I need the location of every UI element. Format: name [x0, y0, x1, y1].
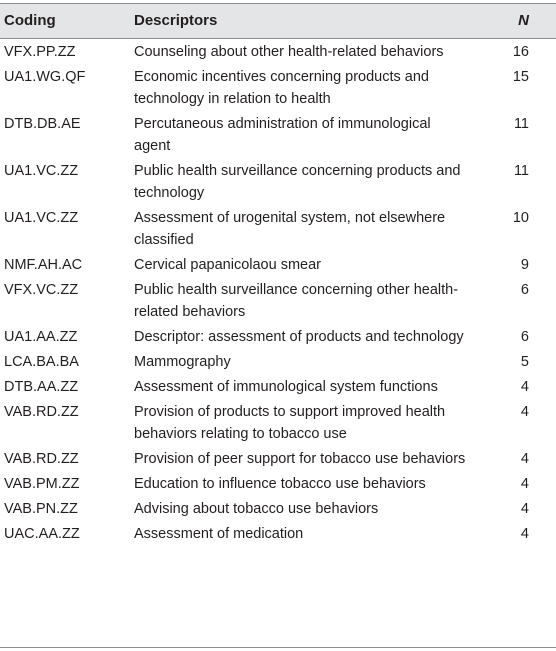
table-header	[0, 4, 556, 39]
row-descriptor: Assessment of medication	[134, 526, 304, 542]
row-count: 4	[520, 526, 529, 542]
row-descriptor: Public health surveillance concerning products and technology	[134, 163, 461, 201]
table-row	[0, 64, 556, 111]
table-row	[0, 496, 556, 521]
row-count: 6	[520, 282, 529, 298]
coding-table	[0, 3, 556, 551]
table-row	[0, 324, 556, 349]
row-descriptor: Advising about tobacco use behaviors	[134, 501, 379, 517]
table-row	[0, 471, 556, 496]
row-count: 4	[520, 404, 529, 420]
table-row	[0, 349, 556, 374]
row-descriptor: Cervical papanicolaou smear	[134, 257, 321, 273]
row-code: NMF.AH.AC	[4, 257, 83, 273]
row-count: 5	[520, 354, 529, 370]
row-count: 4	[520, 379, 529, 395]
row-descriptor: Public health surveillance concerning other health-related behaviors	[134, 282, 459, 320]
row-code: DTB.DB.AE	[4, 116, 81, 132]
table-row	[0, 39, 556, 65]
row-code: UA1.VC.ZZ	[4, 163, 79, 179]
row-count: 6	[520, 329, 529, 345]
row-code: VFX.VC.ZZ	[4, 282, 79, 298]
row-code: VAB.RD.ZZ	[4, 451, 79, 467]
row-descriptor: Assessment of immunological system functions	[134, 379, 438, 395]
row-descriptor: Provision of peer support for tobacco use behaviors	[134, 451, 466, 467]
table-row	[0, 446, 556, 471]
row-descriptor: Education to influence tobacco use behaviors	[134, 476, 426, 492]
table-row	[0, 399, 556, 446]
table-body	[0, 39, 556, 552]
header-row	[0, 4, 556, 39]
row-code: UA1.VC.ZZ	[4, 210, 79, 226]
row-descriptor: Assessment of urogenital system, not elsewhere classified	[134, 210, 446, 248]
row-descriptor: Percutaneous administration of immunological agent	[134, 116, 431, 154]
row-count: 15	[512, 69, 529, 85]
header-descriptors: Descriptors	[134, 12, 218, 29]
row-code: VFX.PP.ZZ	[4, 44, 76, 60]
header-n: N	[518, 12, 529, 29]
row-count: 4	[520, 501, 529, 517]
row-count: 11	[513, 116, 529, 132]
table-row	[0, 205, 556, 252]
row-descriptor: Provision of products to support improved health behaviors relating to tobacco use	[134, 404, 446, 442]
table-row	[0, 277, 556, 324]
table-row	[0, 252, 556, 277]
row-code: DTB.AA.ZZ	[4, 379, 79, 395]
row-count: 4	[520, 476, 529, 492]
row-count: 16	[512, 44, 529, 60]
row-descriptor: Descriptor: assessment of products and technology	[134, 329, 464, 345]
row-count: 4	[520, 451, 529, 467]
row-code: VAB.PM.ZZ	[4, 476, 80, 492]
row-code: VAB.PN.ZZ	[4, 501, 78, 517]
row-count: 10	[512, 210, 529, 226]
row-count: 11	[513, 163, 529, 179]
row-code: UA1.WG.QF	[4, 69, 86, 85]
row-descriptor: Counseling about other health-related behaviors	[134, 44, 444, 60]
table-bottom-rule	[0, 647, 556, 648]
row-descriptor: Economic incentives concerning products and technology in relation to health	[134, 69, 429, 107]
table-row	[0, 158, 556, 205]
table-row	[0, 111, 556, 158]
row-count: 9	[520, 257, 529, 273]
header-coding: Coding	[4, 12, 56, 29]
row-descriptor: Mammography	[134, 354, 231, 370]
row-code: LCA.BA.BA	[4, 354, 79, 370]
table-row	[0, 374, 556, 399]
table-row	[0, 521, 556, 551]
row-code: UAC.AA.ZZ	[4, 526, 80, 542]
row-code: UA1.AA.ZZ	[4, 329, 78, 345]
row-code: VAB.RD.ZZ	[4, 404, 79, 420]
